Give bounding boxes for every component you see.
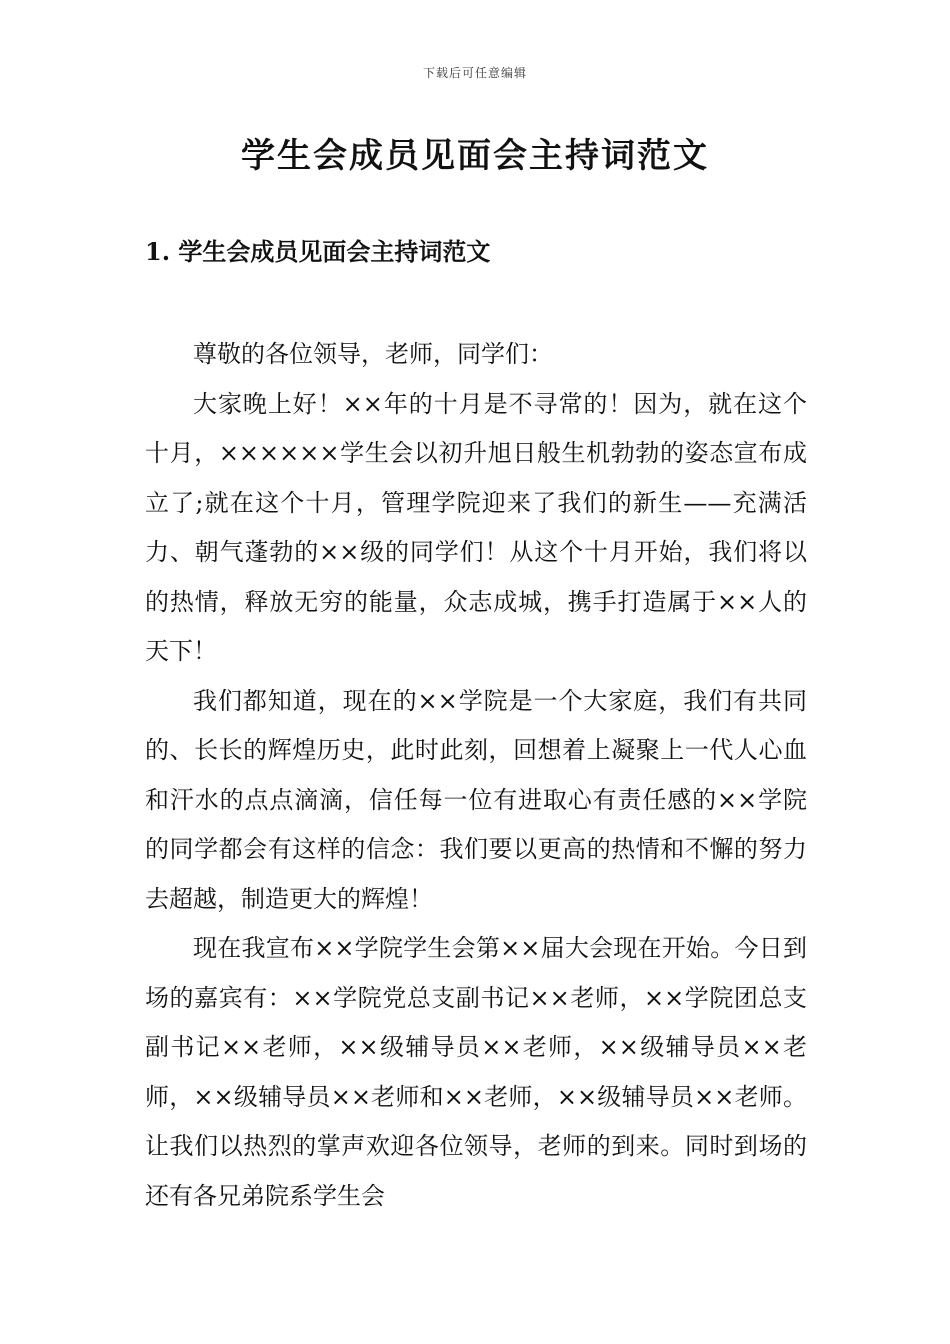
paragraph-history: 我们都知道，现在的××学院是一个大家庭，我们有共同的、长长的辉煌历史，此时此刻，回想着上凝聚上一代人心血和汗水的点点滴滴，信任每一位有进取心有责任感的××学院的同学都会有这样的信念：我们要以更高的热情和不懈的努力去超越，制造更大的辉煌！	[145, 686, 807, 913]
section-heading: 1. 学生会成员见面会主持词范文	[145, 237, 491, 266]
document-body	[145, 330, 807, 1221]
paragraph-announcement: 现在我宣布××学院学生会第××届大会现在开始。今日到场的嘉宾有：××学院党总支副书记××老师，××学院团总支副书记××老师，××级辅导员××老师，××级辅导员××老师，××级辅导员××老师和××老师，××级辅导员××老师。让我们以热烈的掌声欢迎各位领导，老师的到来。同时到场的还有各兄弟院系学生会	[145, 934, 807, 1210]
document-title: 学生会成员见面会主持词范文	[241, 136, 709, 176]
paragraph-greeting: 尊敬的各位领导，老师，同学们：	[193, 340, 553, 368]
paragraph-opening: 大家晚上好！××年的十月是不寻常的！因为，就在这个十月，××××××学生会以初升旭日般生机勃勃的姿态宣布成立了;就在这个十月，管理学院迎来了我们的新生——充满活力、朝气蓬勃的××级的同学们！从这个十月开始，我们将以的热情，释放无穷的能量，众志成城，携手打造属于××人的天下！	[145, 389, 807, 665]
header-note: 下载后可任意编辑	[422, 66, 527, 80]
